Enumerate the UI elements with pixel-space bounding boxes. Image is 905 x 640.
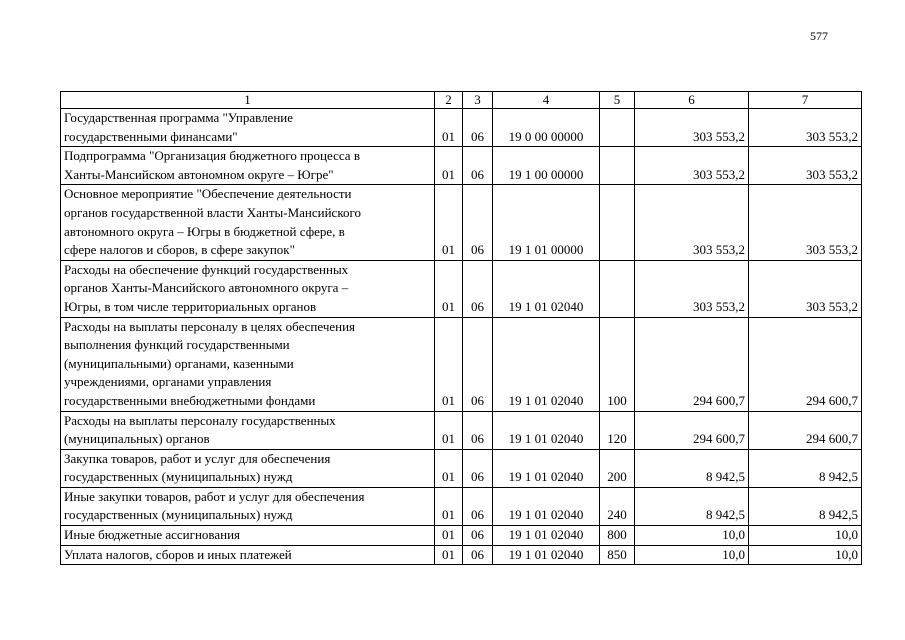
table-row: [61, 260, 862, 317]
row-amount-2: 303 553,2: [749, 109, 862, 147]
column-header: 7: [749, 92, 862, 109]
row-amount-1: 10,0: [635, 526, 749, 546]
row-target-code: 19 1 01 02040: [493, 449, 600, 487]
row-target-code: 19 1 01 02040: [493, 545, 600, 565]
row-target-code: 19 0 00 00000: [493, 109, 600, 147]
column-header: 4: [493, 92, 600, 109]
row-target-code: 19 1 01 00000: [493, 185, 600, 260]
row-amount-1: 8 942,5: [635, 449, 749, 487]
row-amount-1: 294 600,7: [635, 411, 749, 449]
row-amount-1: 8 942,5: [635, 487, 749, 525]
header-row: [61, 92, 862, 109]
row-expense-type: 100: [600, 317, 635, 411]
row-expense-type: 240: [600, 487, 635, 525]
table-row: [61, 449, 862, 487]
row-name: Основное мероприятие "Обеспечение деятельности органов государственной власти Ханты-Мансийского автономного округа – Югры в бюджетной сфере, в сфере налогов и сборов, в сфере закупок": [61, 185, 435, 260]
table-row: [61, 526, 862, 546]
row-subsection: 06: [463, 185, 493, 260]
row-amount-2: 8 942,5: [749, 487, 862, 525]
row-section: 01: [435, 411, 463, 449]
row-expense-type: 200: [600, 449, 635, 487]
row-section: 01: [435, 260, 463, 317]
row-subsection: 06: [463, 487, 493, 525]
row-amount-1: 294 600,7: [635, 317, 749, 411]
row-amount-1: 10,0: [635, 545, 749, 565]
row-section: 01: [435, 317, 463, 411]
row-name: Государственная программа "Управление государственными финансами": [61, 109, 435, 147]
row-subsection: 06: [463, 109, 493, 147]
row-name: Закупка товаров, работ и услуг для обеспечения государственных (муниципальных) нужд: [61, 449, 435, 487]
row-subsection: 06: [463, 147, 493, 185]
table-row: [61, 545, 862, 565]
row-section: 01: [435, 545, 463, 565]
row-name: Иные бюджетные ассигнования: [61, 526, 435, 546]
row-amount-2: 303 553,2: [749, 147, 862, 185]
row-amount-2: 303 553,2: [749, 260, 862, 317]
row-expense-type: 800: [600, 526, 635, 546]
row-name: Подпрограмма "Организация бюджетного процесса в Ханты-Мансийском автономном округе – Югре": [61, 147, 435, 185]
page-number: 577: [810, 29, 828, 43]
column-header: 2: [435, 92, 463, 109]
table-row: [61, 185, 862, 260]
row-section: 01: [435, 487, 463, 525]
row-expense-type: [600, 147, 635, 185]
row-subsection: 06: [463, 411, 493, 449]
row-target-code: 19 1 01 02040: [493, 526, 600, 546]
row-amount-2: 294 600,7: [749, 411, 862, 449]
row-name: Уплата налогов, сборов и иных платежей: [61, 545, 435, 565]
row-amount-2: 303 553,2: [749, 185, 862, 260]
column-header: 3: [463, 92, 493, 109]
row-amount-1: 303 553,2: [635, 109, 749, 147]
table-row: [61, 147, 862, 185]
row-name: Расходы на обеспечение функций государственных органов Ханты-Мансийского автономного округа – Югры, в том числе территориальных органов: [61, 260, 435, 317]
table-row: [61, 317, 862, 411]
row-amount-1: 303 553,2: [635, 147, 749, 185]
row-target-code: 19 1 00 00000: [493, 147, 600, 185]
row-target-code: 19 1 01 02040: [493, 317, 600, 411]
row-name: Расходы на выплаты персоналу в целях обеспечения выполнения функций государственными (муниципальными) органами, казенными учреждениями, органами управления государственными внебюджетными фондами: [61, 317, 435, 411]
row-expense-type: [600, 260, 635, 317]
row-section: 01: [435, 109, 463, 147]
table-row: [61, 411, 862, 449]
row-expense-type: 850: [600, 545, 635, 565]
row-target-code: 19 1 01 02040: [493, 260, 600, 317]
row-target-code: 19 1 01 02040: [493, 411, 600, 449]
row-expense-type: 120: [600, 411, 635, 449]
row-subsection: 06: [463, 449, 493, 487]
table-row: [61, 109, 862, 147]
row-name: Расходы на выплаты персоналу государственных (муниципальных) органов: [61, 411, 435, 449]
row-section: 01: [435, 449, 463, 487]
row-section: 01: [435, 526, 463, 546]
row-amount-2: 8 942,5: [749, 449, 862, 487]
row-subsection: 06: [463, 317, 493, 411]
row-name: Иные закупки товаров, работ и услуг для обеспечения государственных (муниципальных) нужд: [61, 487, 435, 525]
column-header: 6: [635, 92, 749, 109]
row-subsection: 06: [463, 260, 493, 317]
row-amount-1: 303 553,2: [635, 185, 749, 260]
row-amount-2: 294 600,7: [749, 317, 862, 411]
column-header: 1: [61, 92, 435, 109]
row-target-code: 19 1 01 02040: [493, 487, 600, 525]
table-row: [61, 487, 862, 525]
row-section: 01: [435, 147, 463, 185]
row-amount-1: 303 553,2: [635, 260, 749, 317]
column-header: 5: [600, 92, 635, 109]
row-amount-2: 10,0: [749, 545, 862, 565]
row-subsection: 06: [463, 526, 493, 546]
row-expense-type: [600, 109, 635, 147]
budget-table: [60, 91, 862, 565]
row-amount-2: 10,0: [749, 526, 862, 546]
row-section: 01: [435, 185, 463, 260]
row-subsection: 06: [463, 545, 493, 565]
row-expense-type: [600, 185, 635, 260]
